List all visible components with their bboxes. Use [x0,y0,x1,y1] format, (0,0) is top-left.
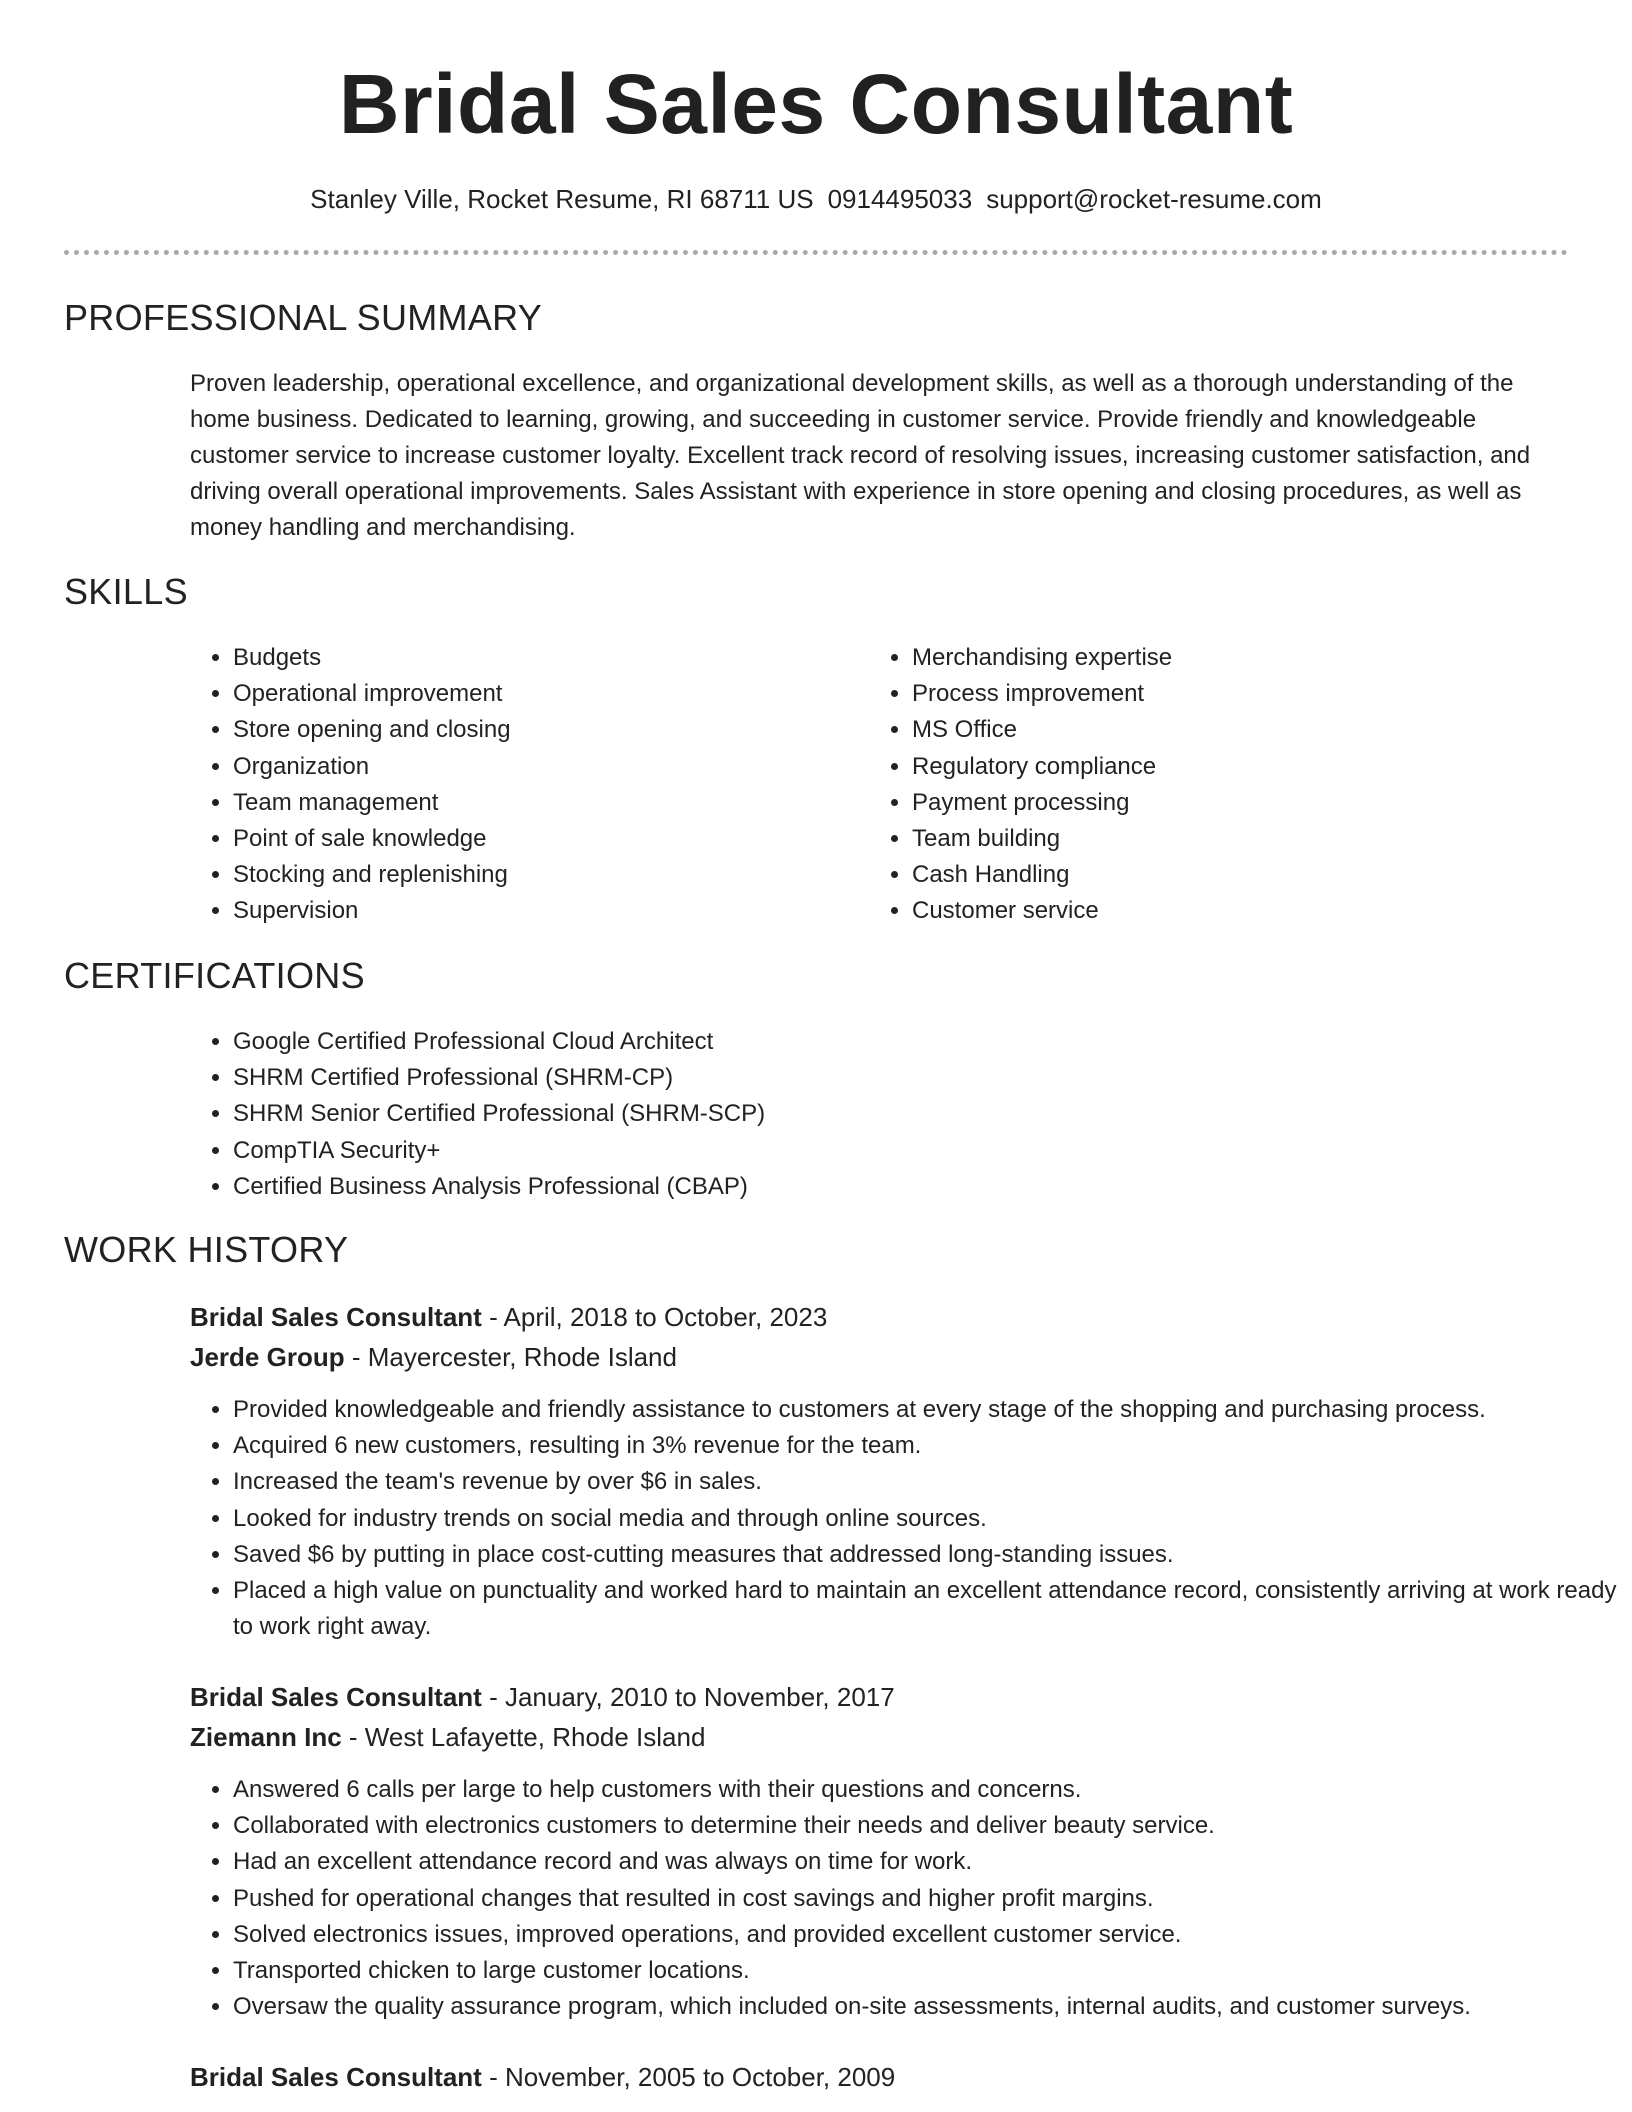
certification-item: • SHRM Certified Professional (SHRM-CP) [233,1060,1533,1096]
job-bullet: • Had an excellent attendance record and was always on time for work. [233,1844,1623,1880]
job-bullet: • Collaborated with electronics customers to determine their needs and deliver beauty service. [233,1808,1623,1844]
job-dates: - November, 2005 to October, 2009 [481,2062,896,2092]
contact-address: Stanley Ville, Rocket Resume, RI 68711 US [310,184,814,214]
contact-email[interactable]: support@rocket-resume.com [986,184,1322,214]
section-title-work-history: WORK HISTORY [64,1229,349,1270]
skill-item: • Cash Handling [912,857,1512,893]
skill-item: • MS Office [912,712,1512,748]
job-bullet: • Pushed for operational changes that resulted in cost savings and higher profit margins. [233,1881,1623,1917]
job-bullet: • Acquired 6 new customers, resulting in 3% revenue for the team. [233,1428,1623,1464]
resume-name: Bridal Sales Consultant [338,57,1294,151]
job-bullet: • Looked for industry trends on social media and through online sources. [233,1501,1623,1537]
contact-phone: 0914495033 [827,184,973,214]
job-title: Bridal Sales Consultant [190,1302,482,1332]
skill-item: • Customer service [912,893,1512,929]
skills-list-left [189,640,833,930]
job-company: Ziemann Inc [190,1722,342,1752]
certifications-list [189,1024,1533,1205]
skill-item: • Operational improvement [233,676,833,712]
job-title-line [190,2058,895,2096]
summary-text: Proven leadership, operational excellence, and organizational development skills, as well as a thorough understanding of the home business. Dedicated to learning, growing, and succeeding in customer service. Provide friendly and knowledgeable customer service to increase customer loyalty. Excellent track record of resolving issues, increasing customer satisfaction, and driving overall operational improvements. Sales Assistant with experience in store opening and closing procedures, as well as money handling and merchandising. [190,370,1531,541]
certification-item: • Certified Business Analysis Professional (CBAP) [233,1169,1533,1205]
job-bullet: • Increased the team's revenue by over $6 in sales. [233,1464,1623,1500]
skill-item: • Point of sale knowledge [233,821,833,857]
job-bullet: • Transported chicken to large customer locations. [233,1953,1623,1989]
header-divider [64,250,1568,255]
skill-item: • Team management [233,785,833,821]
skill-item: • Organization [233,749,833,785]
skill-item: • Process improvement [912,676,1512,712]
job-title: Bridal Sales Consultant [190,2062,482,2092]
job-bullet: • Answered 6 calls per large to help customers with their questions and concerns. [233,1772,1623,1808]
skill-item: • Team building [912,821,1512,857]
contact-line [0,180,1632,218]
section-title-summary: PROFESSIONAL SUMMARY [64,297,543,338]
skill-item: • Supervision [233,893,833,929]
skills-list-right [868,640,1512,930]
job-bullet: • Saved $6 by putting in place cost-cutting measures that addressed long-standing issues. [233,1537,1623,1573]
skill-item: • Payment processing [912,785,1512,821]
job-bullets [189,1392,1623,1645]
section-title-certifications: CERTIFICATIONS [64,955,365,996]
skill-item: • Merchandising expertise [912,640,1512,676]
job-title-line [190,1678,895,1716]
job-location: - West Lafayette, Rhode Island [341,1722,706,1752]
section-title-skills: SKILLS [64,571,188,612]
job-location: - Mayercester, Rhode Island [344,1342,677,1372]
job-company-line [190,1338,677,1376]
skill-item: • Store opening and closing [233,712,833,748]
job-bullet: • Oversaw the quality assurance program, which included on-site assessments, internal audits, and customer surveys. [233,1989,1623,2025]
job-dates: - April, 2018 to October, 2023 [481,1302,828,1332]
job-company-line [190,1718,705,1756]
job-bullet: • Provided knowledgeable and friendly assistance to customers at every stage of the shopping and purchasing process. [233,1392,1623,1428]
job-title-line [190,1298,827,1336]
skill-item: • Regulatory compliance [912,749,1512,785]
skill-item: • Stocking and replenishing [233,857,833,893]
skill-item: • Budgets [233,640,833,676]
certification-item: • CompTIA Security+ [233,1133,1533,1169]
job-bullet: • Placed a high value on punctuality and worked hard to maintain an excellent attendance record, consistently arriving at work ready to work right away. [233,1573,1623,1645]
certification-item: • SHRM Senior Certified Professional (SHRM-SCP) [233,1096,1533,1132]
job-bullet: • Solved electronics issues, improved operations, and provided excellent customer service. [233,1917,1623,1953]
job-dates: - January, 2010 to November, 2017 [481,1682,895,1712]
job-bullets [189,1772,1623,2025]
job-company: Jerde Group [190,1342,345,1372]
certification-item: • Google Certified Professional Cloud Architect [233,1024,1533,1060]
job-title: Bridal Sales Consultant [190,1682,482,1712]
